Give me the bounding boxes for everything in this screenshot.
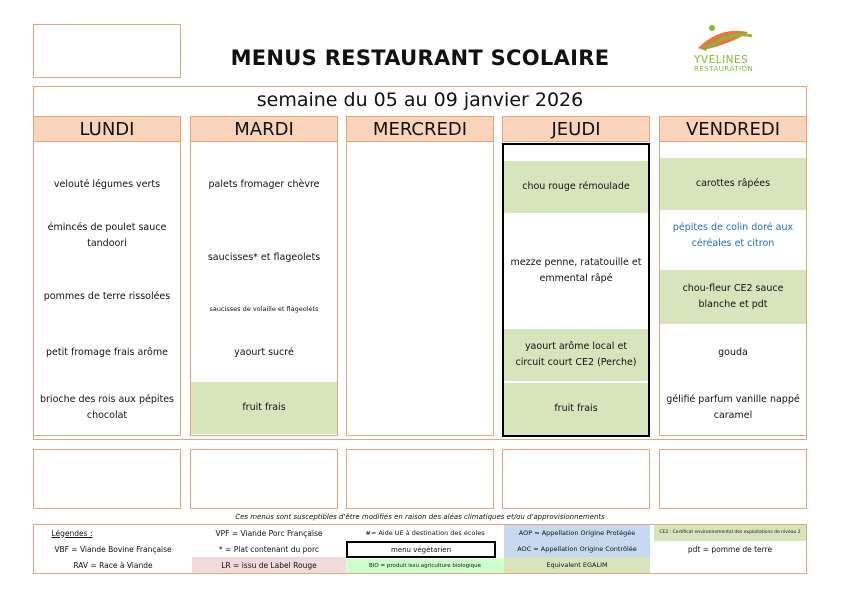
menu-item: carottes râpées xyxy=(660,158,806,210)
menu-item: fruit frais xyxy=(504,383,648,435)
day-column-vendredi xyxy=(659,142,807,436)
school-box xyxy=(33,24,181,78)
legend-lr: LR = issu de Label Rouge xyxy=(192,557,346,573)
day-column-lundi xyxy=(33,142,181,436)
legend-ue: #= Aide UE à destination des écoles xyxy=(365,529,485,537)
day-header-mardi: MARDI xyxy=(190,116,338,142)
logo-line2: RESTAURATION xyxy=(694,65,754,73)
legend-rav: RAV = Race à Viande xyxy=(73,560,153,570)
legend-aoc: AOC = Appellation Origine Contrôlée xyxy=(504,541,650,557)
menu-item: yaourt arôme local et circuit court CE2 (Perche) xyxy=(504,329,648,381)
footer-box xyxy=(346,449,494,509)
menu-item: pommes de terre rissolées xyxy=(43,291,171,302)
legend-porc: * = Plat contenant du porc xyxy=(218,544,320,554)
legend-egalim: Equivalent EGALIM xyxy=(504,557,650,573)
menu-item: chou-fleur CE2 sauce blanche et pdt xyxy=(660,270,806,324)
legend xyxy=(33,524,807,574)
menu-item: pépites de colin doré aux céréales et citron xyxy=(672,222,794,249)
footer-box xyxy=(502,449,650,509)
menu-item: chou rouge rémoulade xyxy=(504,161,648,213)
menu-item: émincés de poulet sauce tandoori xyxy=(47,222,167,249)
menu-item: petit fromage frais arôme xyxy=(46,347,168,358)
logo-line1: YVELINES xyxy=(694,54,749,66)
menu-item: gouda xyxy=(718,347,748,358)
legend-pdt: pdt = pomme de terre xyxy=(687,544,773,554)
legend-vpf: VPF = Viande Porc Française xyxy=(215,528,323,538)
logo xyxy=(690,18,770,76)
legend-ce2: CE2 : Certificat environnemental des exploitations de niveau 2 xyxy=(654,525,806,541)
day-header-vendredi: VENDREDI xyxy=(659,116,807,142)
day-header-lundi: LUNDI xyxy=(33,116,181,142)
disclaimer-note: Ces menus sont susceptibles d'être modifiés en raison des aléas climatiques et/ou d'approvisionnements xyxy=(235,513,605,521)
legend-aop: AOP = Appellation Origine Protégée xyxy=(504,525,650,541)
menu-item: fruit frais xyxy=(191,382,337,434)
menu-item: saucisses* et flageolets xyxy=(207,252,321,263)
day-column-mardi xyxy=(190,142,338,436)
week-label: semaine du 05 au 09 janvier 2026 xyxy=(33,86,807,112)
menu-item: velouté légumes verts xyxy=(53,179,161,190)
legend-title: Légendes : xyxy=(51,528,93,538)
footer-box xyxy=(33,449,181,509)
legend-vegetarian: menu végétarien xyxy=(346,541,496,558)
menu-item: gélifié parfum vanille nappé caramel xyxy=(666,394,800,421)
day-column-mercredi xyxy=(346,142,494,436)
day-column-jeudi xyxy=(502,143,650,437)
menu-item: palets fromager chèvre xyxy=(208,179,320,190)
legend-vbf: VBF = Viande Bovine Française xyxy=(54,544,172,554)
day-header-mercredi: MERCREDI xyxy=(346,116,494,142)
menu-item: yaourt sucré xyxy=(234,347,294,358)
footer-box xyxy=(659,449,807,509)
day-header-jeudi: JEUDI xyxy=(502,116,650,142)
menu-item: brioche des rois aux pépites chocolat xyxy=(40,394,175,421)
menu-item: saucisses de volaille et flageolets xyxy=(209,305,319,313)
menu-item: mezze penne, ratatouille et emmental râpé xyxy=(510,257,642,284)
logo-icon xyxy=(690,18,770,58)
footer-box xyxy=(190,449,338,509)
page-title: MENUS RESTAURANT SCOLAIRE xyxy=(230,46,610,70)
legend-bio: BIO = produit issu agriculture biologique xyxy=(346,559,504,573)
